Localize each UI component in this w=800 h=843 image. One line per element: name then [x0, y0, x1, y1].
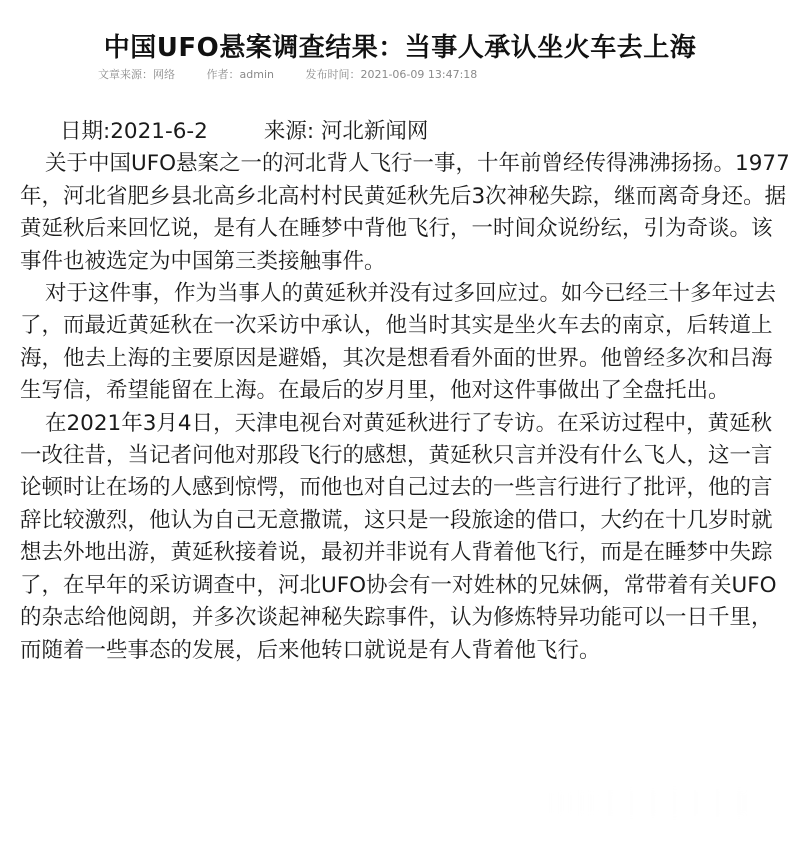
article-title: 中国UFO悬案调查结果：当事人承认坐火车去上海: [103, 33, 697, 64]
article-body: [20, 116, 790, 667]
paragraph-1: 关于中国UFO悬案之一的河北背人飞行一事，十年前曾经传得沸沸扬扬。1977年，河北省肥乡县北高乡北高村村民黄延秋先后3次神秘失踪，继而离奇身还。据黄延秋后来回忆说，是有人在睡梦中背他飞行，一时间众说纷纭，引为奇谈。该事件也被选定为中国第三类接触事件。: [20, 151, 790, 274]
blur-overlay: [548, 790, 748, 816]
paragraph-2: 对于这件事，作为当事人的黄延秋并没有过多回应过。如今已经三十多年过去了，而最近黄延秋在一次采访中承认，他当时其实是坐火车去的南京，后转道上海，他去上海的主要原因是避婚，其次是想看看外面的世界。他曾经多次和吕海生写信，希望能留在上海。在最后的岁月里，他对这件事做出了全盘托出。: [20, 281, 777, 404]
article-dateline: [20, 116, 790, 148]
article-meta: [98, 66, 738, 82]
article-source: 来源: 河北新闻网: [263, 119, 429, 144]
meta-published: 发布时间：2021-06-09 13:47:18: [305, 68, 478, 81]
meta-source: 文章来源：网络: [98, 68, 175, 81]
paragraph-3: 在2021年3月4日，天津电视台对黄延秋进行了专访。在采访过程中，黄延秋一改往昔，当记者问他对那段飞行的感想，黄延秋只言并没有什么飞人，这一言论顿时让在场的人感到惊愕，而他也对自己过去的一些言行进行了批评，他的言辞比较激烈，他认为自己无意撒谎，这只是一段旅途的借口，大约在十几岁时就想去外地出游，黄延秋接着说，最初并非说有人背着他飞行，而是在睡梦中失踪了，在早年的采访调查中，河北UFO协会有一对姓林的兄妹俩，常带着有关UFO的杂志给他阅朗，并多次谈起神秘失踪事件，认为修炼特异功能可以一日千里，而随着一些事态的发展，后来他转口就说是有人背着他飞行。: [20, 410, 777, 663]
meta-author: 作者：admin: [206, 68, 274, 81]
article-date: 日期:2021-6-2: [60, 119, 208, 144]
